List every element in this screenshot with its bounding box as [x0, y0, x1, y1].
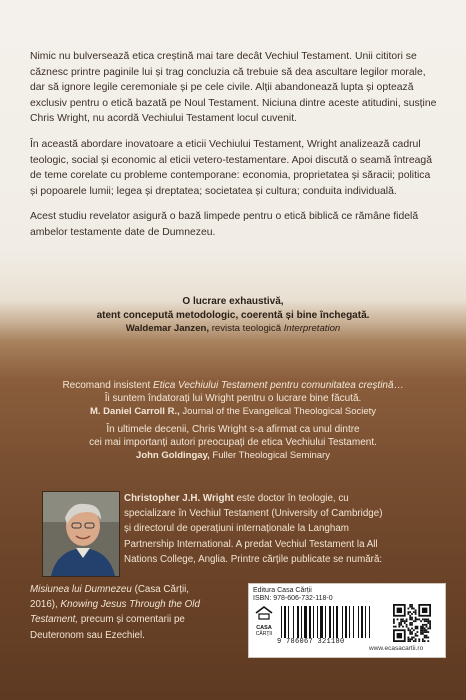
- bio-line-6-text: (Casa Cărții,: [134, 584, 190, 595]
- author-bio-continued: [30, 582, 240, 643]
- barcode-digits: 9 786067 321180: [277, 638, 345, 646]
- endorsement-1-line-2: atent concepută metodologic, coerentă și bine închegată.: [96, 309, 370, 321]
- endorsement-2-line-1: [24, 379, 442, 392]
- endorsement-2-book-title: Etica Vechiului Testament pentru comunitatea creștină: [153, 380, 394, 391]
- endorsement-3-line-2: cei mai importanți autori preocupați de etica Vechiului Testament.: [89, 437, 377, 448]
- endorsement-3-line-1: În ultimele decenii, Chris Wright s-a afirmat ca unul dintre: [106, 424, 360, 435]
- endorsement-1-source-prefix: revista teologică: [211, 323, 282, 334]
- endorsement-janzen: [60, 295, 406, 336]
- endorsement-1-source-title: Interpretation: [283, 323, 341, 334]
- bio-line-4: Partnership International. A predat Vechiul Testament la All: [124, 538, 378, 550]
- blurb-paragraph-3: Acest studiu revelator asigură o bază limpede pentru o etică biblică ce rămâne fidelă ambelor testamente date de Dumnezeu.: [30, 211, 419, 238]
- bio-line-7-text: 2016),: [30, 599, 58, 611]
- endorsement-3-attribution: [24, 449, 442, 462]
- endorsement-1-line-1: O lucrare exhaustivă,: [182, 296, 284, 307]
- barcode-icon: [279, 606, 387, 638]
- bio-line-8: [30, 612, 240, 627]
- publisher-label: Editura Casa Cărții: [253, 587, 312, 594]
- author-bio: [124, 491, 432, 567]
- endorsement-2-attribution: [24, 405, 442, 418]
- logo-line-2: CĂRȚII: [255, 631, 273, 637]
- endorsement-1-attribution: [60, 322, 406, 336]
- back-cover-blurb: [30, 49, 440, 251]
- website-url: www.ecasacartii.ro: [369, 645, 424, 652]
- bio-line-2: specializare în Vechiul Testament (University of Cambridge): [124, 508, 383, 520]
- endorsement-1-author: Waldemar Janzen,: [125, 323, 210, 334]
- endorsement-3-source: Fuller Theological Seminary: [212, 450, 330, 461]
- bio-line-6: [30, 582, 240, 597]
- bio-book-1: Misiunea lui Dumnezeu: [30, 584, 132, 595]
- barcode-panel: [248, 583, 446, 658]
- bio-line-1: [124, 491, 432, 506]
- author-portrait-icon: [43, 492, 119, 576]
- endorsement-goldingay: [24, 423, 442, 462]
- endorsement-2-author: M. Daniel Carroll R.,: [89, 406, 180, 417]
- qr-code-icon: [393, 604, 431, 642]
- bio-line-5: Nations College, Anglia. Printre cărțile publicate se numără:: [124, 553, 383, 565]
- publisher-logo: [254, 606, 274, 644]
- bio-line-7: [30, 597, 240, 612]
- blurb-paragraph-2: În această abordare inovatoare a eticii Vechiului Testament, Wright analizează cadrul teologic, social și economic al eticii vetero-testamentare. Apoi discută o seamă întreagă de teme corelate cu probleme contemporane: economia, proprietatea și săracii; politica și popoarele lumii; legea și dreptatea; societatea și cultura; conduita individuală.: [30, 138, 432, 197]
- endorsement-2-source: Journal of the Evangelical Theological Society: [182, 406, 377, 417]
- isbn-label: ISBN: 978-606-732-118-0: [253, 595, 333, 602]
- bio-line-9: Deuteronom sau Ezechiel.: [30, 629, 145, 641]
- endorsement-2-prefix: Recomand insistent: [62, 380, 151, 391]
- endorsement-2-line-2: Îi suntem îndatorați lui Wright pentru o lucrare bine făcută.: [104, 393, 362, 404]
- endorsement-3-author: John Goldingay,: [136, 450, 210, 461]
- house-icon: [254, 606, 274, 620]
- blurb-paragraph-1: Nimic nu bulversează etica creștină mai tare decât Vechiul Testament. Unii cititori se căznesc printre paginile lui și trag concluzia că trebuie să dea ascultare legilor morale, dar să ignore legile ceremoniale și pe cele civile. Alții abandonează lupta și optează exclusiv pentru o etică bazată pe Noul Testament. Niciuna dintre aceste atitudini, susține Chris Wright, nu acordă Vechiului Testament locul cuvenit.: [30, 51, 437, 125]
- author-name: Christopher J.H. Wright: [124, 493, 234, 504]
- bio-book-2b: Testament,: [30, 614, 79, 626]
- bio-book-2a: Knowing Jesus Through the Old: [60, 599, 200, 611]
- logo-line-1: CASA: [256, 625, 272, 631]
- endorsement-carroll: [24, 379, 442, 418]
- bio-line-3: și directorul de operațiuni internaționale la Langham: [124, 523, 349, 535]
- author-photo: [42, 491, 120, 577]
- bio-line-8-text: precum și comentarii pe: [80, 614, 185, 626]
- bio-line-1-text: este doctor în teologie, cu: [236, 493, 349, 504]
- endorsement-2-ellipsis: …: [393, 380, 404, 391]
